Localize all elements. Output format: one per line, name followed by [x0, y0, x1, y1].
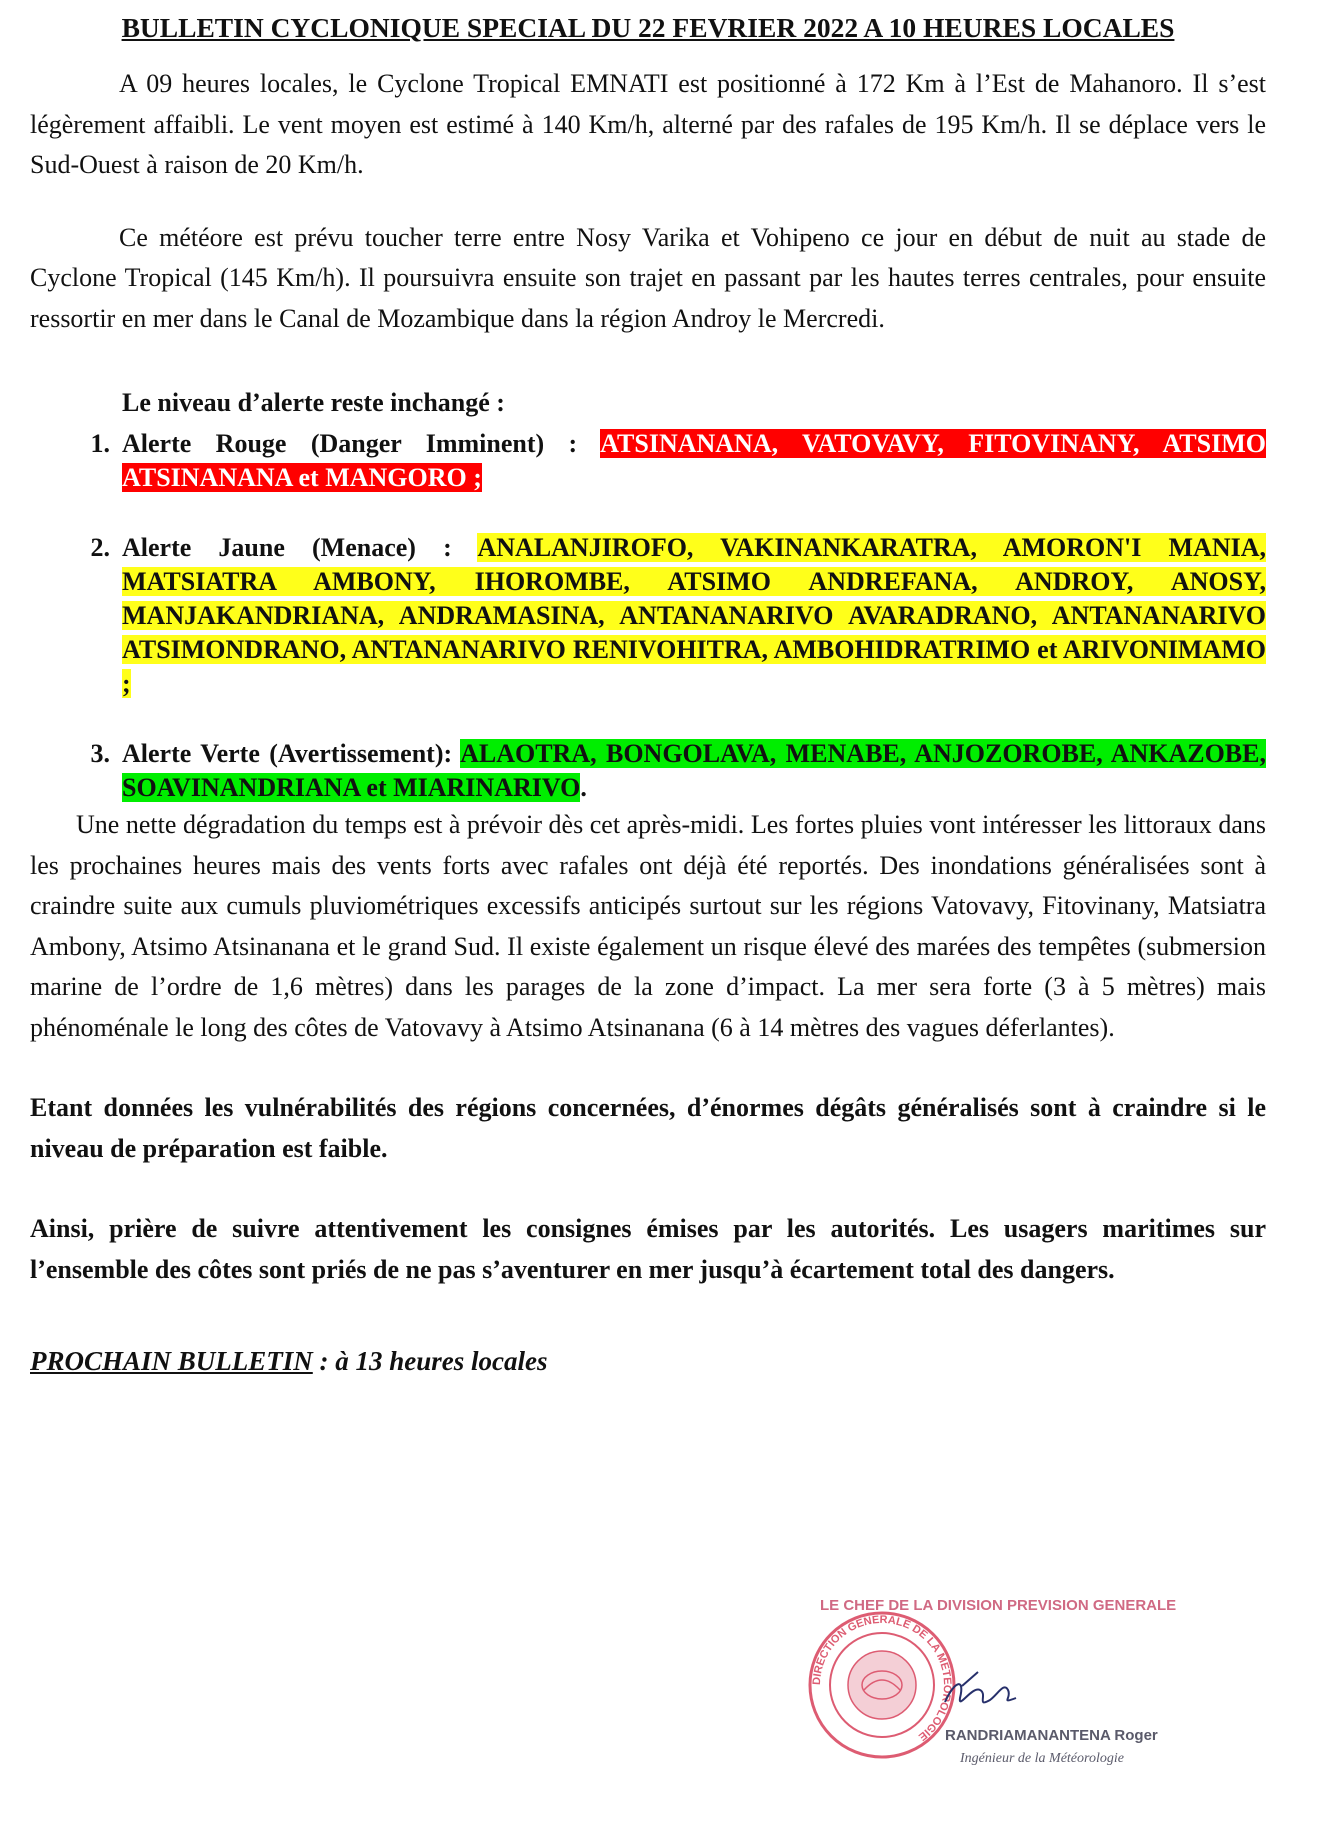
- alert-green-regions: ALAOTRA, BONGOLAVA, MENABE, ANJOZOROBE, ANKAZOBE, SOAVINANDRIANA et MIARINARIVO: [122, 739, 1266, 802]
- trajectory-paragraph: Ce météore est prévu toucher terre entre Nosy Varika et Vohipeno ce jour en début de nuit au stade de Cyclone Tropical (145 Km/h). Il poursuivra ensuite son trajet en passant par les hautes terres centrales, pour ensuite ressortir en mer dans le Canal de Mozambique dans la région Androy le Mercredi.: [30, 222, 1266, 333]
- alert-red-regions: ATSINANANA, VATOVAVY, FITOVINANY, ATSIMO ATSINANANA et MANGORO ;: [122, 429, 1266, 492]
- next-bulletin-label: PROCHAIN BULLETIN: [30, 1346, 313, 1376]
- alert-red: [30, 427, 1266, 495]
- alert-label: Alerte Verte (Avertissement):: [122, 739, 461, 768]
- signature-title: LE CHEF DE LA DIVISION PREVISION GENERALE: [820, 1597, 1177, 1614]
- degradation-paragraph: Une nette dégradation du temps est à prévoir dès cet après-midi. Les fortes pluies vont intéresser les littoraux dans les prochaines heures mais des vents forts avec rafales ont déjà été reportés. Des inondations généralisées sont à craindre suite aux cumuls pluviométriques excessifs anticipés surtout sur les régions Vatovavy, Fitovinany, Matsiatra Ambony, Atsimo Atsinanana et le grand Sud. Il existe également un risque élevé des marées des tempêtes (submersion marine de l’ordre de 1,6 mètres) dans les parages de la zone d’impact. La mer sera forte (3 à 5 mètres) mais phénoménale le long des côtes de Vatovavy à Atsimo Atsinanana (6 à 14 mètres des vagues déferlantes).: [30, 810, 1266, 1042]
- signature-block: [790, 1590, 1180, 1790]
- alert-list: [30, 427, 1266, 805]
- alert-number: 3.: [90, 739, 110, 768]
- position-paragraph: A 09 heures locales, le Cyclone Tropical EMNATI est positionné à 172 Km à l’Est de Mahanoro. Il s’est légèrement affaibli. Le vent moyen est estimé à 140 Km/h, alterné par des rafales de 195 Km/h. Il se déplace vers le Sud-Ouest à raison de 20 Km/h.: [30, 69, 1266, 179]
- alert-yellow: [30, 531, 1266, 701]
- signature-name: RANDRIAMANANTENA Roger: [945, 1727, 1158, 1744]
- bulletin-page: [30, 8, 1266, 1377]
- alert-label: Alerte Rouge (Danger Imminent) :: [122, 429, 601, 458]
- next-bulletin-time: : à 13 heures locales: [312, 1346, 548, 1376]
- alert-yellow-regions: ANALANJIROFO, VAKINANKARATRA, AMORON'I MANIA, MATSIATRA AMBONY, IHOROMBE, ATSIMO ANDREFANA, ANDROY, ANOSY, MANJAKANDRIANA, ANDRAMASINA, ANTANANARIVO AVARADRANO, ANTANANARIVO ATSIMONDRANO, ANTANANARIVO RENIVOHITRA, AMBOHIDRATRIMO et ARIVONIMAMO ;: [122, 533, 1266, 698]
- bulletin-title: BULLETIN CYCLONIQUE SPECIAL DU 22 FEVRIER 2022 A 10 HEURES LOCALES: [121, 12, 1175, 43]
- signature-role: Ingénieur de la Météorologie: [960, 1751, 1124, 1766]
- alert-suffix: .: [580, 773, 587, 802]
- alert-green: [30, 737, 1266, 805]
- alert-number: 1.: [90, 429, 110, 458]
- next-bulletin: [30, 1346, 1266, 1377]
- alert-heading: Le niveau d’alerte reste inchangé :: [122, 388, 505, 417]
- handwritten-signature-icon: [945, 1672, 1016, 1702]
- alert-number: 2.: [90, 533, 110, 562]
- advice-paragraph: Ainsi, prière de suivre attentivement les consignes émises par les autorités. Les usagers maritimes sur l’ensemble des côtes sont priés de ne pas s’aventurer en mer jusqu’à écartement total des dangers.: [30, 1214, 1266, 1284]
- warning-paragraph: Etant données les vulnérabilités des régions concernées, d’énormes dégâts généralisés sont à craindre si le niveau de préparation est faible.: [30, 1093, 1266, 1163]
- alert-label: Alerte Jaune (Menace) :: [122, 533, 478, 562]
- seal-icon: [810, 1613, 954, 1757]
- stamp-text: DIRECTION GENERALE DE LA METEOROLOGIE: [810, 1613, 954, 1743]
- official-stamp: [790, 1590, 1180, 1790]
